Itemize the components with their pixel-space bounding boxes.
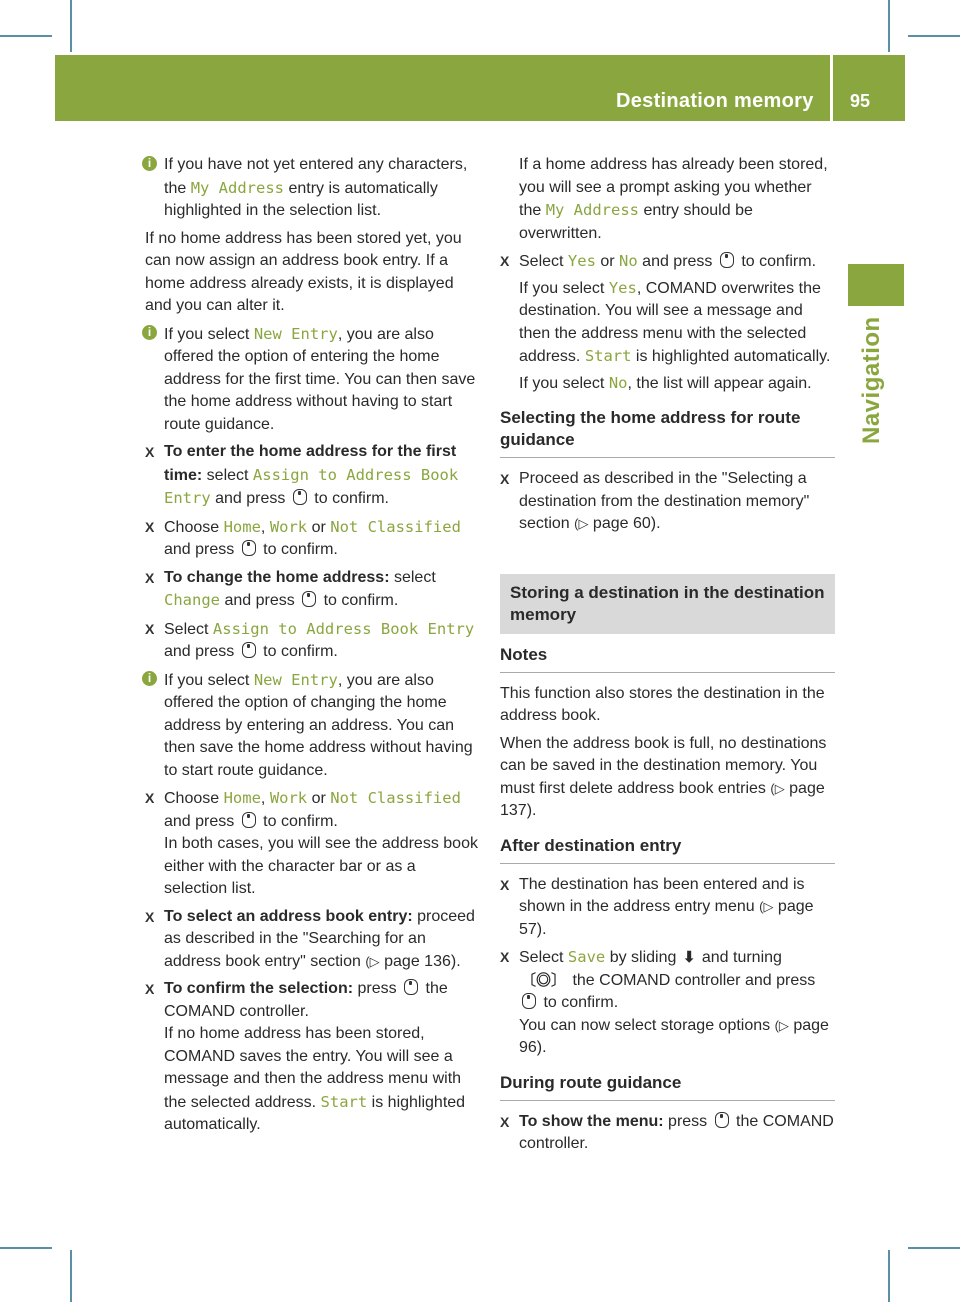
crop-mark [70, 0, 72, 52]
instruction-step: X To confirm the selection: press the COMAND controller. If no home address has been stored, COMAND saves the entry. You will see a message and then the address menu with the selected address. Start is highlighted automatically. [145, 978, 480, 1137]
bullet-icon: X [500, 1113, 510, 1130]
press-controller-icon [522, 993, 536, 1009]
page-title: Destination memory [616, 90, 814, 112]
press-controller-icon [242, 812, 256, 828]
subsection-heading: Notes [500, 644, 835, 673]
step-note: You can now select storage options (▷ page 96). [519, 1016, 829, 1056]
instruction-step: X Choose Home, Work or Not Classified and press to confirm. [145, 517, 461, 558]
instruction-step: X To enter the home address for the first time: select Assign to Address Book Entry and press to confirm. [145, 443, 459, 507]
press-controller-icon [302, 591, 316, 607]
left-column [145, 154, 480, 1142]
page-reference-icon: (▷ [759, 899, 774, 914]
info-icon: i [142, 325, 157, 340]
bullet-icon: X [145, 981, 155, 997]
bullet-icon: X [145, 908, 155, 925]
crop-mark [888, 1250, 890, 1302]
slide-down-icon: ⬇ [682, 949, 696, 966]
bullet-icon: X [145, 620, 155, 637]
page-reference-icon: (▷ [365, 953, 380, 969]
bullet-icon: X [500, 876, 510, 893]
instruction-step: X Select Assign to Address Book Entry and press to confirm. [145, 619, 475, 660]
header-divider [830, 55, 833, 121]
press-controller-icon [404, 979, 418, 995]
instruction-step: X To select an address book entry: proceed as described in the "Searching for an address book entry" section (▷ page 136). [145, 907, 475, 970]
bullet-icon: X [145, 569, 155, 586]
crop-mark [0, 1247, 52, 1249]
step-note: If you select Yes, COMAND overwrites the destination. You will see a message and then the address menu with the selected address. Start is highlighted automatically. [519, 278, 831, 365]
crop-mark [888, 0, 890, 52]
info-note: i If you select New Entry, you are also offered the option of entering the home address for the first time. You can then save the home address without having to start route guidance. [145, 323, 480, 437]
instruction-step: X The destination has been entered and is shown in the address entry menu (▷ page 57). [500, 875, 814, 938]
page-reference-icon: (▷ [574, 516, 589, 531]
instruction-step: X Select Yes or No and press to confirm. If you select Yes, COMAND overwrites the destination. You will see a message and then the address menu with the selected address. Start is highlighted automatically. If you select No, the list will appear again. [500, 250, 835, 395]
step-note: In both cases, you will see the address book either with the character bar or as a selection list. [164, 835, 478, 897]
crop-mark [908, 35, 960, 37]
bullet-icon: X [500, 471, 510, 487]
paragraph: When the address book is full, no destinations can be saved in the destination memory. You must first delete address book entries (▷ page 137). [500, 734, 827, 819]
page-number: 95 [850, 91, 871, 111]
side-thumb-tab [848, 264, 904, 306]
continued-note: If a home address has already been stored, you will see a prompt asking you whether the My Address entry should be overwritten. [519, 156, 828, 242]
instruction-step: X To change the home address: select Change and press to confirm. [145, 568, 436, 609]
paragraph: This function also stores the destination in the address book. [500, 684, 825, 724]
info-note: i If you have not yet entered any characters, the My Address entry is automatically highlighted in the selection list. [145, 154, 480, 223]
instruction-step: X To show the menu: press the COMAND controller. [500, 1112, 834, 1152]
section-heading: Storing a destination in the destination memory [500, 574, 835, 634]
press-controller-icon [715, 1112, 729, 1128]
bullet-icon: X [500, 949, 510, 965]
press-controller-icon [293, 489, 307, 505]
crop-mark [70, 1250, 72, 1302]
crop-mark [908, 1247, 960, 1249]
crop-mark [0, 35, 52, 37]
subsection-heading: After destination entry [500, 835, 835, 864]
side-section-label: Navigation [858, 316, 885, 444]
info-icon: i [142, 156, 157, 171]
paragraph: If no home address has been stored yet, you can now assign an address book entry. If a home address already exists, it is displayed and you can alter it. [145, 229, 462, 314]
bullet-icon: X [145, 518, 155, 535]
instruction-step: X Proceed as described in the "Selecting a destination from the destination memory" section (▷ page 60). [500, 470, 810, 532]
press-controller-icon [242, 642, 256, 658]
bullet-icon: X [145, 790, 155, 806]
info-note: i If you select New Entry, you are also offered the option of changing the home address by entering an address. You can then save the home address without having to start route guidance. [145, 669, 480, 783]
bullet-icon: X [500, 253, 510, 269]
instruction-step: X Choose Home, Work or Not Classified and press to confirm. In both cases, you will see the address book either with the character bar or as a selection list. [145, 787, 480, 901]
bullet-icon: X [145, 444, 155, 460]
turn-controller-icon: 〔◎〕 [521, 971, 567, 989]
press-controller-icon [720, 252, 734, 268]
page-reference-icon: (▷ [770, 780, 785, 796]
subsection-heading: Selecting the home address for route guidance [500, 407, 835, 458]
instruction-step: X Select Save by sliding ⬇ and turning 〔◎〕 the COMAND controller and press to confirm. You can now select storage options (▷ page 96). [500, 946, 835, 1060]
step-note: If no home address has been stored, COMAND saves the entry. You will see a message and then the address menu with the selected address. Start is highlighted automatically. [164, 1025, 466, 1133]
page-reference-icon: (▷ [774, 1017, 789, 1033]
right-column [500, 154, 835, 1161]
subsection-heading: During route guidance [500, 1072, 835, 1101]
info-icon: i [142, 671, 157, 686]
press-controller-icon [242, 540, 256, 556]
step-note: If you select No, the list will appear again. [519, 373, 812, 392]
